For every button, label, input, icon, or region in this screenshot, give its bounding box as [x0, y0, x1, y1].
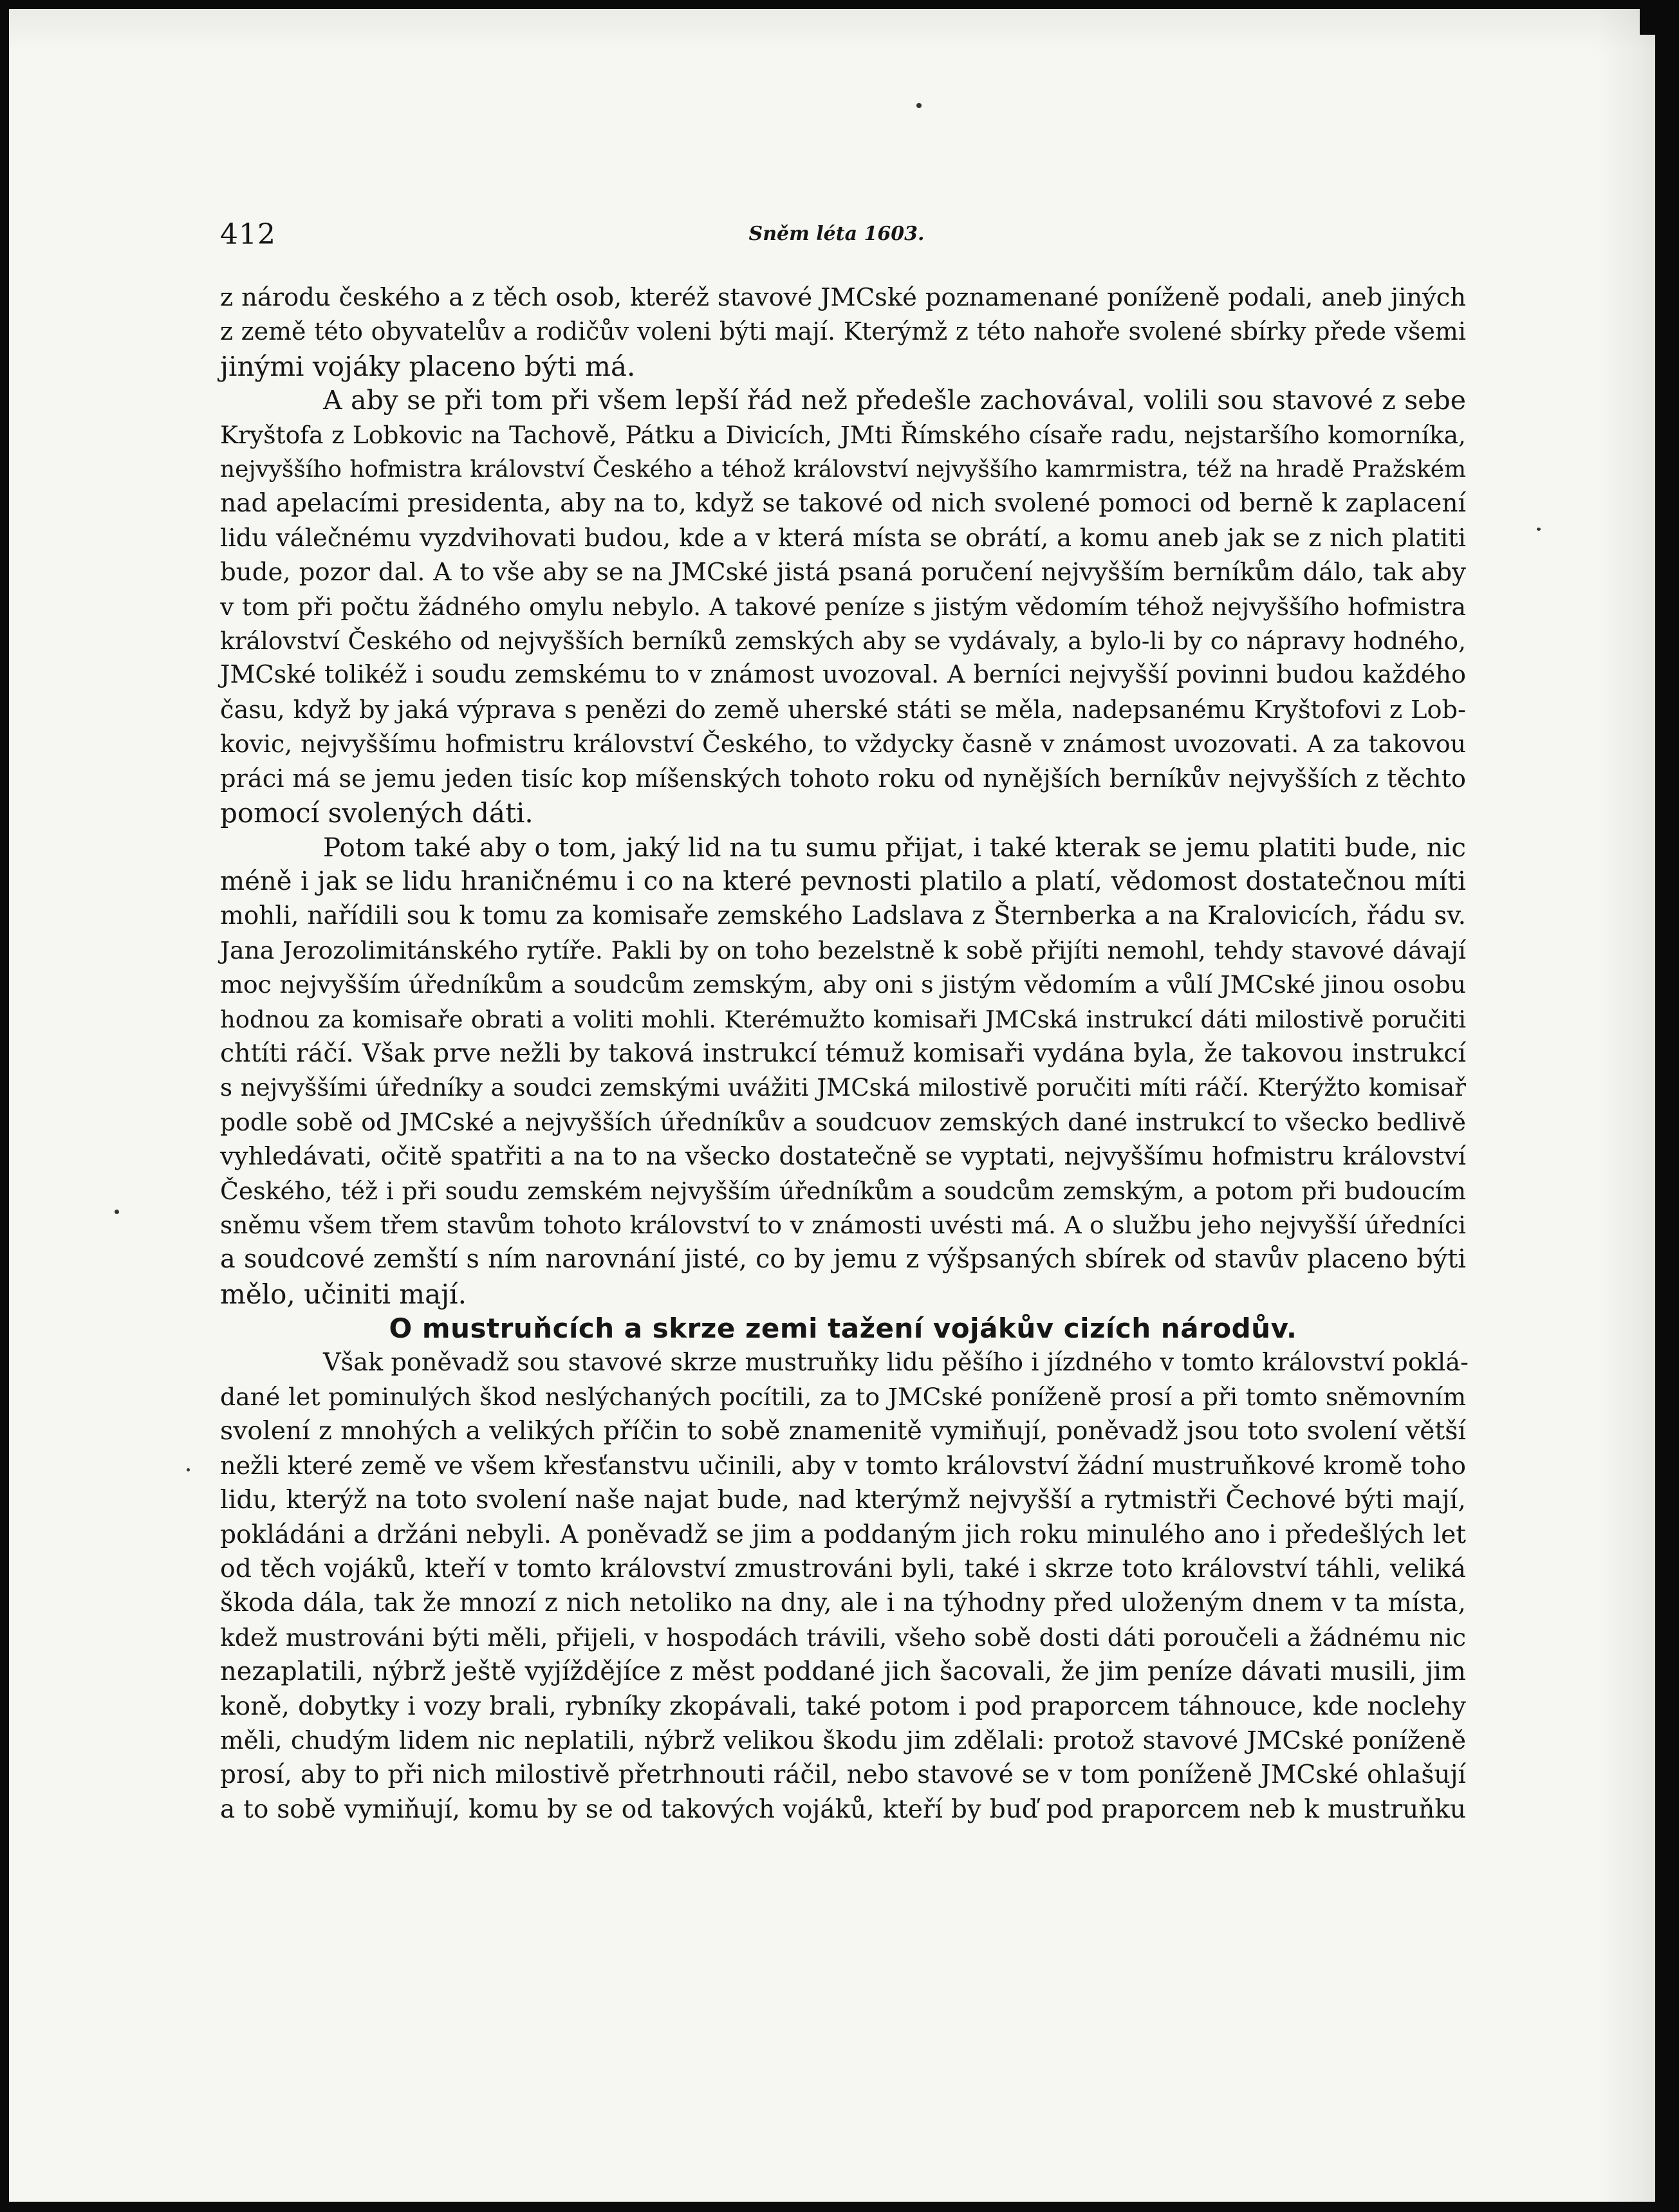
running-title: Sněm léta 1603. [748, 223, 925, 245]
text-line: Jana Jerozolimitánského rytíře. Pakli by on toho bezelstně k sobě přijíti nemohl, tehdy stavové dávají [220, 935, 1466, 964]
text-line: dané let pominulých škod neslýchaných pocítili, za to JMCské poníženě prosí a při tomto sněmovním [220, 1383, 1466, 1411]
text-line: škoda dála, tak že mnozí z nich netoliko na dny, ale i na týhodny před uloženým dnem v ta místa, [220, 1589, 1466, 1618]
text-line: času, když by jaká výprava s penězi do země uherské státi se měla, nadepsanému Kryštofovi z Lob- [220, 695, 1466, 724]
text-line: a soudcové zemští s ním narovnání jisté, co by jemu z výšpsaných sbírek od stavův placeno býti [220, 1244, 1466, 1275]
text-line: pokládáni a držáni nebyli. A poněvadž se jim a poddaným jich roku minulého ano i předešlých let [220, 1520, 1466, 1549]
text-line: Českého, též i při soudu zemském nejvyšším úředníkům a soudcům zemským, a potom při budoucím [220, 1176, 1466, 1205]
text-line: jinými vojáky placeno býti má. [220, 350, 636, 382]
paragraph-1 [220, 281, 1466, 383]
text-line: práci má se jemu jeden tisíc kop míšenských tohoto roku od nynějších berníkův nejvyšších z těchto [220, 764, 1466, 793]
text-line: Však poněvadž sou stavové skrze mustruňky lidu pěšího i jízdného v tomto království poklá- [323, 1348, 1469, 1377]
text-line: království Českého od nejvyšších berníků zemských aby se vydávaly, a bylo-li by co nápravy hodného, [220, 627, 1466, 656]
text-line: koně, dobytky i vozy brali, rybníky zkopávali, také potom i pod praporcem táhnouce, kde noclehy [220, 1691, 1466, 1721]
page-number: 412 [220, 218, 276, 251]
text-line: A aby se při tom při všem lepší řád než předešle zachovával, volili sou stavové z sebe [323, 385, 1466, 416]
text-line: Potom také aby o tom, jaký lid na tu sumu přijat, i také kterak se jemu platiti bude, nic [323, 832, 1466, 863]
text-line: nezaplatili, nýbrž ještě vyjíždějíce z měst poddané jich šacovali, že jim peníze dávati musili, jim [220, 1657, 1466, 1687]
text-line: lidu, kterýž na toto svolení naše najat bude, nad kterýmž nejvyšší a rytmistři Čechové býti mají, [220, 1485, 1466, 1515]
scan-border-corner [1640, 9, 1659, 35]
paragraph-2 [220, 383, 1466, 830]
scan-border-top [0, 0, 1679, 9]
text-line: kdež mustrováni býti měli, přijeli, v hospodách trávili, všeho sobě dosti dáti poroučeli a žádnému nic [220, 1623, 1466, 1652]
text-line: vyhledávati, očitě spatřiti a na to na všecko dostatečně se vyptati, nejvyššímu hofmistru království [220, 1142, 1466, 1172]
text-line: a to sobě vymiňují, komu by se od takových vojáků, kteří by buď pod praporcem neb k mustruňku [220, 1794, 1466, 1824]
paragraph-4 [220, 1346, 1469, 1827]
text-line: bude, pozor dal. A to vše aby se na JMCské jistá psaná poručení nejvyšším berníkům dálo, tak aby [220, 558, 1466, 587]
text-line: od těch vojáků, kteří v tomto království zmustrováni byli, také i skrze toto království táhli, veliká [220, 1554, 1466, 1584]
text-line: s nejvyššími úředníky a soudci zemskými uvážiti JMCská milostivě poručiti míti ráčí. Kterýžto komisař [220, 1073, 1466, 1102]
text-line: v tom při počtu žádného omylu nebylo. A takové peníze s jistým vědomím téhož nejvyššího hofmistra [220, 592, 1466, 621]
text-line: JMCské tolikéž i soudu zemskému to v známost uvozoval. A berníci nejvyšší povinni budou každého [220, 661, 1466, 690]
text-line: sněmu všem třem stavům tohoto království to v známosti uvésti má. A o službu jeho nejvyšší úředníci [220, 1210, 1466, 1239]
scan-speck [187, 1468, 190, 1471]
text-line: podle sobě od JMCské a nejvyšších úředníkův a soudcuov zemských dané instrukcí to všecko bedlivě [220, 1107, 1466, 1136]
text-line: svolení z mnohých a velikých příčin to sobě znamenitě vymiňují, poněvadž jsou toto svolení větší [220, 1416, 1466, 1446]
text-line: z národu českého a z těch osob, kteréž stavové JMCské poznamenané poníženě podali, aneb jiných [220, 283, 1466, 312]
text-line: mělo, učiniti mají. [220, 1278, 467, 1310]
text-line: prosí, aby to při nich milostivě přetrhnouti ráčil, nebo stavové se v tom poníženě JMCské ohlašují [220, 1760, 1466, 1790]
scan-speck [115, 1210, 119, 1214]
text-line: hodnou za komisaře obrati a voliti mohli. Kterémužto komisaři JMCská instrukcí dáti milostivě poručiti [220, 1005, 1466, 1033]
text-line: měli, chudým lidem nic neplatili, nýbrž velikou škodu jim zdělali: protož stavové JMCské poníženě [220, 1726, 1466, 1756]
scan-speck [916, 103, 922, 108]
text-line: nežli které země ve všem křesťanstvu učinili, aby v tomto království žádní mustruňkové kromě toho [220, 1451, 1466, 1480]
text-line: mohli, nařídili sou k tomu za komisaře zemského Ladslava z Šternberka a na Kralovicích, řádu sv. [220, 901, 1466, 931]
text-line: nejvyššího hofmistra království Českého a téhož království nejvyššího kamrmistra, též na hradě Pražském [220, 456, 1466, 483]
scan-border-right [1655, 0, 1679, 2212]
section-heading: O mustruňcích a skrze zemi tažení vojákův cizích národův. [389, 1313, 1297, 1345]
paragraph-3 [220, 831, 1466, 1312]
text-line: z země této obyvatelův a rodičův voleni býti mají. Kterýmž z této nahoře svolené sbírky přede všemi [220, 317, 1466, 346]
text-line: nad apelacími presidenta, aby na to, když se takové od nich svolené pomoci od berně k zaplacení [220, 489, 1466, 519]
scan-border-bottom [0, 2202, 1679, 2212]
text-line: pomocí svolených dáti. [220, 797, 533, 829]
text-line: chtíti ráčí. Však prve nežli by taková instrukcí témuž komisaři vydána byla, že takovou instrukcí [220, 1038, 1466, 1068]
scan-speck [1537, 528, 1541, 531]
scan-border-left [0, 0, 9, 2212]
text-line: Kryštofa z Lobkovic na Tachově, Pátku a Divicích, JMti Římského císaře radu, nejstaršího komorníka, [220, 420, 1466, 449]
text-line: méně i jak se lidu hraničnému i co na které pevnosti platilo a platí, vědomost dostatečnou míti [220, 866, 1466, 896]
text-line: moc nejvyšším úředníkům a soudcům zemským, aby oni s jistým vědomím a vůlí JMCské jinou osobu [220, 970, 1466, 999]
body-text [220, 281, 1469, 1827]
text-line: kovic, nejvyššímu hofmistru království Českého, to vždycky časně v známost uvozovati. A za takovou [220, 730, 1466, 759]
text-line: lidu válečnému vyzdvihovati budou, kde a v která místa se obrátí, a komu aneb jak se z nich platiti [220, 523, 1466, 553]
